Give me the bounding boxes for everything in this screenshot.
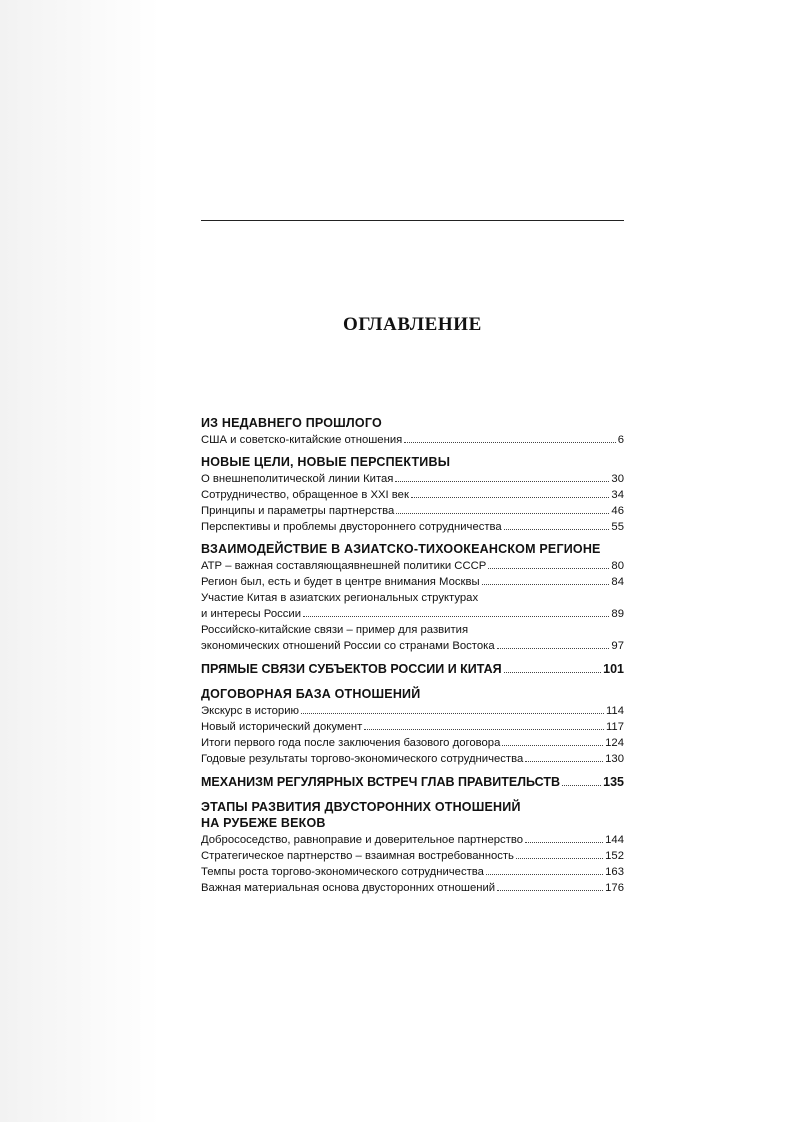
leader-dots <box>301 713 604 714</box>
toc-section <box>201 541 624 654</box>
leader-dots <box>562 785 601 786</box>
leader-dots <box>364 729 604 730</box>
toc-entry <box>201 660 624 678</box>
page-number: 176 <box>605 882 624 894</box>
page-title: ОГЛАВЛЕНИЕ <box>343 314 482 335</box>
toc-entry <box>201 880 624 896</box>
section-title: ВЗАИМОДЕЙСТВИЕ В АЗИАТСКО-ТИХООКЕАНСКОМ РЕГИОНЕ <box>201 542 601 556</box>
section-title: ИЗ НЕДАВНЕГО ПРОШЛОГО <box>201 416 382 430</box>
page-number: 6 <box>617 434 624 446</box>
entry-title: Сотрудничество, обращенное в XXI век <box>201 489 409 501</box>
toc-entry <box>201 519 624 535</box>
leader-dots <box>411 497 610 498</box>
entry-title: Перспективы и проблемы двустороннего сотрудничества <box>201 521 502 533</box>
scan-shadow <box>0 0 160 1122</box>
section-title: НОВЫЕ ЦЕЛИ, НОВЫЕ ПЕРСПЕКТИВЫ <box>201 455 451 469</box>
toc-entry <box>201 703 624 719</box>
page-number: 144 <box>605 834 624 846</box>
toc-entry <box>201 606 624 622</box>
leader-dots <box>497 890 603 891</box>
table-of-contents <box>201 415 624 902</box>
entry-title-line: Участие Китая в азиатских региональных структурах <box>201 592 479 604</box>
toc-entry <box>201 487 624 503</box>
page-number: 80 <box>611 560 624 572</box>
entry-title: Годовые результаты торгово-экономического сотрудничества <box>201 753 524 765</box>
page-number: 84 <box>611 576 624 588</box>
entry-title: О внешнеполитической линии Китая <box>201 473 394 485</box>
page-number: 30 <box>611 473 624 485</box>
entry-title: Добрососедство, равноправие и доверительное партнерство <box>201 834 524 846</box>
toc-entry <box>201 735 624 751</box>
page-number: 124 <box>605 737 624 749</box>
page-number: 46 <box>611 505 624 517</box>
entry-title: и интересы России <box>201 608 302 620</box>
page-number: 97 <box>611 640 624 652</box>
page-number: 152 <box>605 850 624 862</box>
section-title: ДОГОВОРНАЯ БАЗА ОТНОШЕНИЙ <box>201 687 421 701</box>
toc-section <box>201 454 624 535</box>
section-title: ЭТАПЫ РАЗВИТИЯ ДВУСТОРОННИХ ОТНОШЕНИЙ <box>201 800 521 814</box>
leader-dots <box>303 616 609 617</box>
toc-entry <box>201 773 624 791</box>
toc-section <box>201 686 624 767</box>
toc-section <box>201 773 624 791</box>
entry-title: Итоги первого года после заключения базового договора <box>201 737 501 749</box>
page-number: 130 <box>605 753 624 765</box>
toc-section <box>201 415 624 448</box>
page-number: 89 <box>611 608 624 620</box>
page-number: 163 <box>605 866 624 878</box>
toc-section <box>201 799 624 896</box>
toc-entry <box>201 864 624 880</box>
toc-entry <box>201 432 624 448</box>
leader-dots <box>396 513 609 514</box>
entry-title: Принципы и параметры партнерства <box>201 505 395 517</box>
entry-title-line: Российско-китайские связи – пример для развития <box>201 624 469 636</box>
entry-title: Стратегическое партнерство – взаимная востребованность <box>201 850 514 862</box>
leader-dots <box>502 745 603 746</box>
leader-dots <box>395 481 609 482</box>
entry-title: Экскурс в историю <box>201 705 299 717</box>
leader-dots <box>525 842 603 843</box>
leader-dots <box>504 672 602 673</box>
leader-dots <box>488 568 609 569</box>
toc-entry <box>201 638 624 654</box>
entry-title: США и советско-китайские отношения <box>201 434 403 446</box>
toc-entry <box>201 848 624 864</box>
entry-title: АТР – важная составляющаявнешней политики СССР <box>201 560 487 572</box>
leader-dots <box>516 858 603 859</box>
leader-dots <box>486 874 603 875</box>
section-title-line2: НА РУБЕЖЕ ВЕКОВ <box>201 816 326 830</box>
toc-entry <box>201 751 624 767</box>
page-number: 135 <box>603 775 624 789</box>
section-title: МЕХАНИЗМ РЕГУЛЯРНЫХ ВСТРЕЧ ГЛАВ ПРАВИТЕЛЬСТВ <box>201 775 561 789</box>
leader-dots <box>404 442 615 443</box>
leader-dots <box>504 529 610 530</box>
page-number: 114 <box>605 705 624 717</box>
toc-entry <box>201 471 624 487</box>
entry-title: экономических отношений России со странами Востока <box>201 640 495 652</box>
entry-title: Темпы роста торгово-экономического сотрудничества <box>201 866 484 878</box>
entry-title: Регион был, есть и будет в центре внимания Москвы <box>201 576 480 588</box>
toc-entry <box>201 574 624 590</box>
toc-section <box>201 660 624 678</box>
toc-entry <box>201 832 624 848</box>
leader-dots <box>525 761 603 762</box>
toc-entry <box>201 558 624 574</box>
leader-dots <box>497 648 610 649</box>
leader-dots <box>482 584 610 585</box>
page-number: 34 <box>611 489 624 501</box>
page-number: 117 <box>605 721 624 733</box>
page-number: 101 <box>603 662 624 676</box>
top-rule <box>201 220 624 221</box>
page-number: 55 <box>611 521 624 533</box>
section-title: ПРЯМЫЕ СВЯЗИ СУБЪЕКТОВ РОССИИ И КИТАЯ <box>201 662 502 676</box>
toc-entry <box>201 503 624 519</box>
entry-title: Важная материальная основа двусторонних отношений <box>201 882 496 894</box>
entry-title: Новый исторический документ <box>201 721 363 733</box>
toc-entry <box>201 719 624 735</box>
